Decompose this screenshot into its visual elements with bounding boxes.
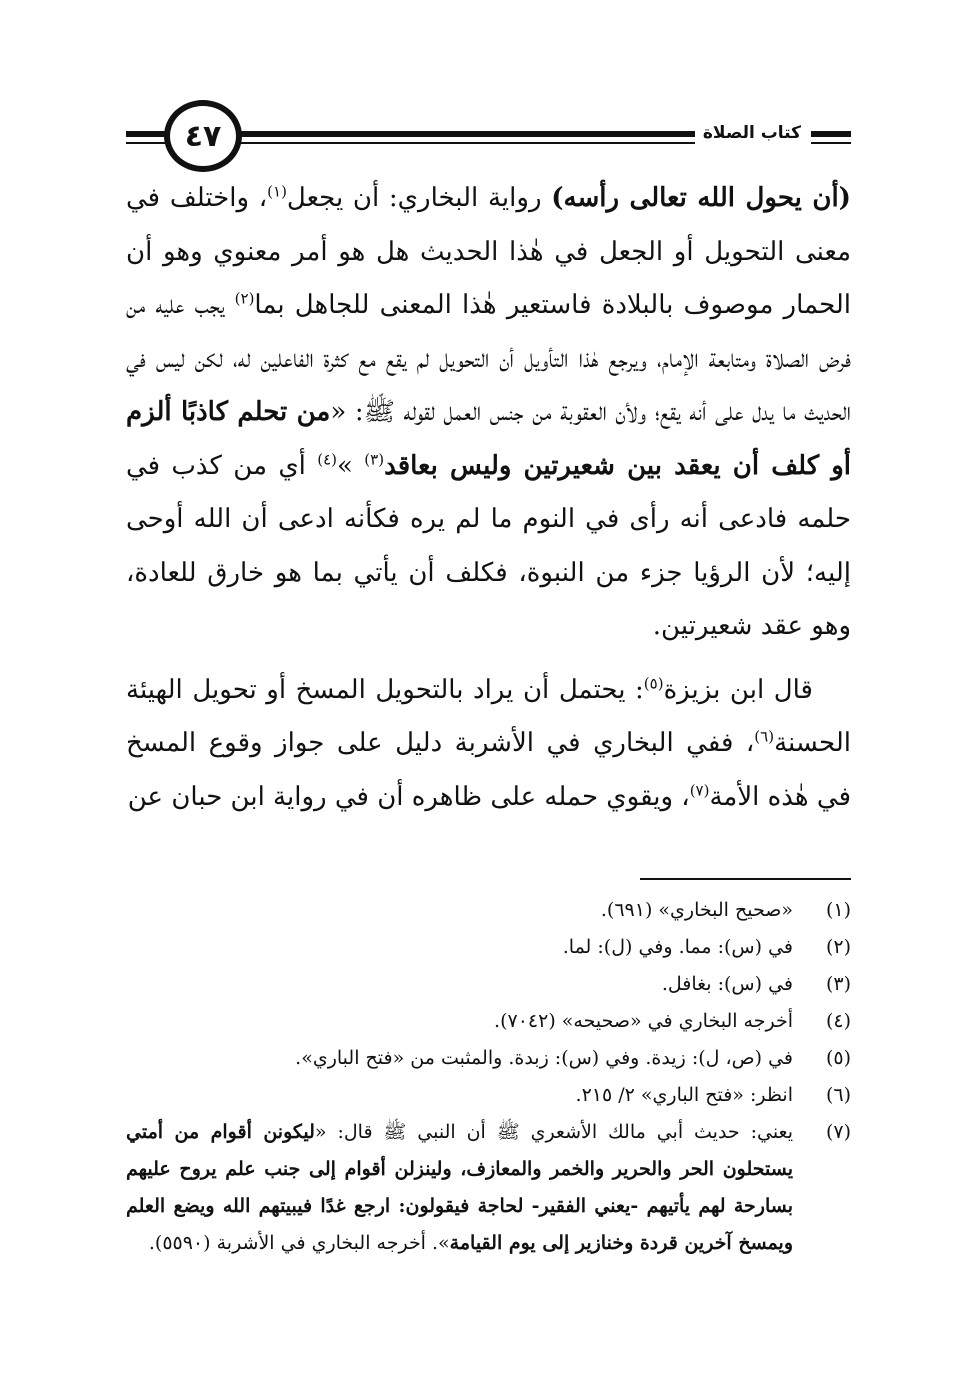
footnote [126, 1077, 851, 1114]
running-title: كتاب الصلاة [695, 118, 809, 148]
footnote-text [126, 1114, 793, 1262]
footnote-text: في (س): بغافل. [661, 973, 793, 995]
footnote [126, 892, 851, 929]
footnote-number: (٣) [825, 973, 851, 995]
footnote-ref: (٢) [234, 289, 255, 308]
hadith-quote: من تحلم كاذبًا ألزم أو كلف أن يعقد بين شعيرتين وليس بعاقد [126, 397, 852, 481]
footnote-ref: (٣) [364, 449, 385, 468]
text-run: رواية البخاري: أن يجعل [286, 183, 552, 213]
text-run: قال ابن بزيزة [663, 674, 813, 705]
footnote-text: أخرجه البخاري في «صحيحه» (٧٠٤٢). [494, 1010, 793, 1032]
footnote-ref: (٦) [754, 727, 775, 746]
footnotes [126, 892, 851, 1262]
footnote [126, 929, 851, 966]
footnote-ref: (٧) [689, 780, 710, 799]
text-run: ، ويقوي حمله على ظاهره أن في رواية ابن حبان عن [127, 781, 690, 812]
paragraph-2 [126, 664, 851, 825]
footnote [126, 1003, 851, 1040]
header-rule [811, 142, 851, 144]
header-rule [126, 131, 168, 137]
footnote-ref: (١) [267, 182, 287, 201]
text-run: ، ففي البخاري في الأشربة دليل على جواز وقوع المسخ في هٰذه الأمة [126, 728, 851, 812]
main-text [126, 172, 851, 824]
footnote-number: (٧) [825, 1121, 851, 1143]
text-run: : يحتمل أن يراد بالتحويل المسخ أو تحويل الهيئة الحسنة [126, 674, 851, 758]
text-run: » [337, 450, 365, 481]
header-rule [186, 142, 721, 144]
page-header [126, 98, 851, 178]
footnote-number: (٤) [825, 1010, 851, 1032]
footnote-number: (١) [825, 899, 851, 921]
text-run: أي من كذب في حلمه فادعى أنه رأى في النوم ما لم يره فكأنه ادعى أن الله أوحى إليه؛ لأن الرؤيا جزء من النبوة، فكلف أن يأتي بما هو خارق للعادة، وهو عقد شعيرتين. [126, 450, 851, 641]
footnote-text: في (س): مما. وفي (ل): لما. [562, 936, 793, 958]
paragraph-1 [126, 172, 851, 654]
header-rule [126, 142, 168, 144]
footnote [126, 1114, 851, 1262]
footnote-number: (٦) [825, 1084, 851, 1106]
footnote-number: (٥) [825, 1047, 851, 1069]
header-rule [811, 131, 851, 137]
footnote-separator [640, 878, 851, 880]
text-run: ». أخرجه البخاري في الأشربة (٥٥٩٠). [148, 1232, 450, 1254]
header-rule [186, 131, 721, 137]
footnote-text: «صحيح البخاري» (٦٩١). [600, 899, 793, 921]
hadith-quote: ليكونن أقوام من أمتي يستحلون الحر والحرير والخمر والمعازف، ولينزلن أقوام إلى جنب علم يروح عليهم بسارحة لهم يأتيهم -يعني الفقير- لحاجة فيقولون: ارجع غدًا فيبيتهم الله ويضع العلم ويمسخ آخرين قردة وخنازير إلى يوم القيامة [126, 1121, 793, 1254]
text-run: يجب عليه من فرض الصلاة ومتابعة الإمام، ويرجع هٰذا التأويل أن التحويل لم يقع مع كثرة الفاعلين له، لكن ليس في الحديث ما يدل على أنه يقع؛ ولأن العقوبة من جنس العمل لقوله ﷺ: « [126, 290, 851, 427]
footnote-text: في (ص، ل): زيدة. وفي (س): زبدة. والمثبت من «فتح الباري». [295, 1047, 793, 1069]
footnote-ref: (٤) [317, 449, 338, 468]
footnote-ref: (٥) [643, 673, 664, 692]
page-number: ٤٧ [164, 100, 242, 172]
text-run: يعني: حديث أبي مالك الأشعري ﷺ أن النبي ﷺ قال: « [314, 1121, 794, 1143]
footnote [126, 1040, 851, 1077]
text-run: ، واختلف في معنى التحويل أو الجعل في هٰذا الحديث هل هو أمر معنوي وهو أن الحمار موصوف بالبلادة فاستعير هٰذا المعنى للجاهل بما [126, 183, 851, 320]
footnote-number: (٢) [825, 936, 851, 958]
footnote-text: انظر: «فتح الباري» ٢/ ٢١٥. [575, 1084, 793, 1106]
quoted-phrase: (أن يحول الله تعالى رأسه) [551, 183, 851, 213]
footnote [126, 966, 851, 1003]
